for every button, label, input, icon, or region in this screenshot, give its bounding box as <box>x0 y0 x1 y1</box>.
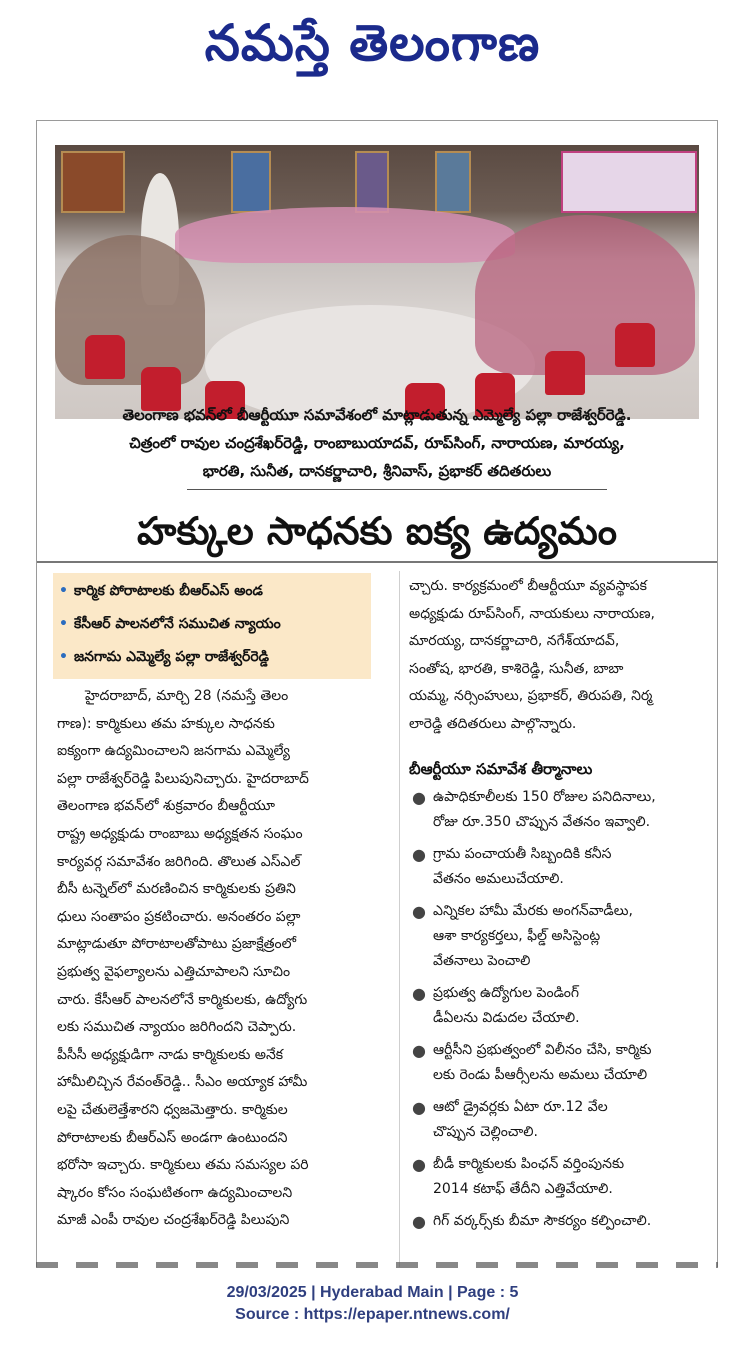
audience-right <box>475 215 695 375</box>
resolutions-heading: బీఆర్టీయూ సమావేశ తీర్మానాలు <box>409 760 593 778</box>
bullet-icon: • <box>59 616 68 632</box>
caption-line: భారతి, సునీత, దానకర్ణాచారి, శ్రీనివాస్, ప్రభాకర్ తదితరులు <box>202 462 552 480</box>
body-line: పీసీసీ అధ్యక్షుడిగా నాడు కార్మికులకు అనేక <box>57 1046 284 1063</box>
audience-row <box>175 207 515 263</box>
red-chair <box>545 351 585 395</box>
resolution-item: ● ఆటో డ్రైవర్లకు ఏటా రూ.12 వేల చొప్పున చెల్లించాలి. <box>405 1095 711 1145</box>
caption-line: తెలంగాణ భవన్‌లో బీఆర్టీయూ సమావేశంలో మాట్లాడుతున్న ఎమ్మెల్యే పల్లా రాజేశ్వర్‌రెడ్డి. <box>122 406 632 424</box>
body-right-column <box>409 573 709 738</box>
footer-date-edition: 29/03/2025 | Hyderabad Main | Page : 5 <box>226 1284 519 1301</box>
highlight-item: • జనగామ ఎమ్మెల్యే పల్లా రాజేశ్వర్‌రెడ్డి <box>59 649 270 665</box>
body-line: లపై చేతులెత్తేశారని ధ్వజమెత్తారు. కార్మికుల <box>57 1101 288 1118</box>
clipping-cut-edge <box>36 1262 718 1268</box>
caption-underline <box>187 489 607 490</box>
bullet-icon: ● <box>412 1155 426 1174</box>
masthead-title: నమస్తే తెలంగాణ <box>204 14 541 72</box>
red-chair <box>615 323 655 367</box>
body-line: లారెడ్డి తదితరులు పాల్గొన్నారు. <box>409 715 577 732</box>
bullet-icon: ● <box>412 788 426 807</box>
bullet-icon: ● <box>412 845 426 864</box>
bullet-icon: • <box>59 583 68 599</box>
highlight-item: • కార్మిక పోరాటాలకు బీఆర్‌ఎస్ అండ <box>59 583 263 599</box>
bullet-icon: • <box>59 649 68 665</box>
wall-poster <box>355 151 389 213</box>
wall-poster <box>435 151 471 213</box>
photo-caption <box>37 401 717 485</box>
body-line: సంతోష, భారతి, కాశిరెడ్డి, సునీత, బాబా <box>409 660 624 677</box>
body-line: హామీలిచ్చిన రేవంత్‌రెడ్డి.. సీఎం అయ్యాక హామీ <box>57 1074 308 1091</box>
resolutions-list <box>405 785 711 1234</box>
body-line: ధులు సంతాపం ప్రకటించారు. అనంతరం పల్లా <box>57 908 301 925</box>
body-line: భరోసా ఇచ్చారు. కార్మికులు తమ సమస్యల పరి <box>57 1157 309 1174</box>
body-left-column <box>57 683 387 1235</box>
headline: హక్కుల సాధనకు ఐక్య ఉద్యమం <box>137 509 617 553</box>
body-line: కార్యవర్గ సమావేశం జరిగింది. తొలుత ఎస్‌ఎల్ <box>57 853 301 870</box>
resolution-item: ● ఉపాధికూలీలకు 150 రోజుల పనిదినాలు, రోజు రూ.350 చొప్పున వేతనం ఇవ్వాలి. <box>405 785 711 835</box>
stage-banner <box>561 151 697 213</box>
audience-left <box>55 235 205 385</box>
footer <box>0 1282 745 1326</box>
body-line: చారు. కేసీఆర్ పాలనలోనే కార్మికులకు, ఉద్యోగు <box>57 991 308 1008</box>
resolution-item: ● ప్రభుత్వ ఉద్యోగుల పెండింగ్ డీఏలను విడుదల చేయాలి. <box>405 981 711 1031</box>
body-line: పోరాటాలకు బీఆర్‌ఎస్ అండగా ఉంటుందని <box>57 1129 288 1146</box>
resolution-item: ● ఎన్నికల హామీ మేరకు అంగన్‌వాడీలు, ఆశా కార్యకర్తలు, ఫీల్డ్ అసిస్టెంట్ల వేతనాలు పెంచాలి <box>405 899 711 974</box>
wall-poster <box>61 151 125 213</box>
body-line: మాజీ ఎంపీ రావుల చంద్రశేఖర్‌రెడ్డి పిలుపుని <box>57 1212 290 1229</box>
resolution-item: ● గిగ్ వర్కర్స్‌కు బీమా సౌకర్యం కల్పించాలి. <box>405 1209 711 1234</box>
body-line: చ్చారు. కార్యక్రమంలో బీఆర్టీయూ వ్యవస్థాపక <box>409 578 647 594</box>
news-photo <box>55 145 699 419</box>
body-line: మారయ్య, దానకర్ణాచారి, నగేశ్‌యాదవ్, <box>409 633 620 649</box>
body-line: రాష్ట్ర అధ్యక్షుడు రాంబాబు అధ్యక్షతన సంఘం <box>57 825 303 842</box>
body-line: లకు సముచిత న్యాయం జరిగిందని చెప్పారు. <box>57 1019 297 1036</box>
bullet-icon: ● <box>412 902 426 921</box>
body-line: పల్లా రాజేశ్వర్‌రెడ్డి పిలుపునిచ్చారు. హైదరాబాద్ <box>57 770 309 787</box>
body-line: గాణ): కార్మికులు తమ హక్కుల సాధనకు <box>57 715 275 732</box>
article-clipping <box>36 120 718 1267</box>
headline-rule <box>37 561 717 563</box>
body-line: ప్రభుత్వ వైఫల్యాలను ఎత్తిచూపాలని సూచిం <box>57 963 291 980</box>
body-line: ష్కారం కోసం సంఘటితంగా ఉద్యమించాలని <box>57 1184 293 1201</box>
body-line: తెలంగాణ భవన్‌లో శుక్రవారం బీఆర్టీయూ <box>57 798 275 815</box>
body-line: యమ్మ, నర్సింహులు, ప్రభాకర్, తిరుపతి, నిర్మ <box>409 688 653 704</box>
footer-source: Source : https://epaper.ntnews.com/ <box>235 1306 510 1323</box>
caption-line: చిత్రంలో రావుల చంద్రశేఖర్‌రెడ్డి, రాంబాబుయాదవ్, రూప్‌సింగ్, నారాయణ, మారయ్య, <box>129 434 625 452</box>
body-line: ఐక్యంగా ఉద్యమించాలని జనగామ ఎమ్మెల్యే <box>57 743 290 760</box>
body-line: మాట్లాడుతూ పోరాటాలతోపాటు ప్రజాక్షేత్రంలో <box>57 936 297 953</box>
body-line: హైదరాబాద్, మార్చి 28 (నమస్తే తెలం <box>85 688 289 704</box>
bullet-icon: ● <box>412 1212 426 1231</box>
red-chair <box>85 335 125 379</box>
highlights-box <box>53 573 371 679</box>
resolution-item: ● ఆర్టీసీని ప్రభుత్వంలో విలీనం చేసి, కార్మికు లకు రెండు పీఆర్సీలను అమలు చేయాలి <box>405 1038 711 1088</box>
bullet-icon: ● <box>412 1041 426 1060</box>
column-divider <box>399 571 400 1267</box>
highlight-item: • కేసీఆర్ పాలనలోనే సముచిత న్యాయం <box>59 616 281 632</box>
bullet-icon: ● <box>412 1098 426 1117</box>
body-line: అధ్యక్షుడు రూప్‌సింగ్, నాయకులు నారాయణ, <box>409 605 655 622</box>
bullet-icon: ● <box>412 984 426 1003</box>
resolution-item: ● బీడీ కార్మికులకు పింఛన్ వర్తింపునకు 2014 కటాఫ్ తేదీని ఎత్తివేయాలి. <box>405 1152 711 1202</box>
resolution-item: ● గ్రామ పంచాయతీ సిబ్బందికి కనీస వేతనం అమలుచేయాలి. <box>405 842 711 892</box>
body-line: బీసీ టన్నెల్‌లో మరణించిన కార్మికులకు ప్రతిని <box>57 881 296 898</box>
wall-poster <box>231 151 271 213</box>
